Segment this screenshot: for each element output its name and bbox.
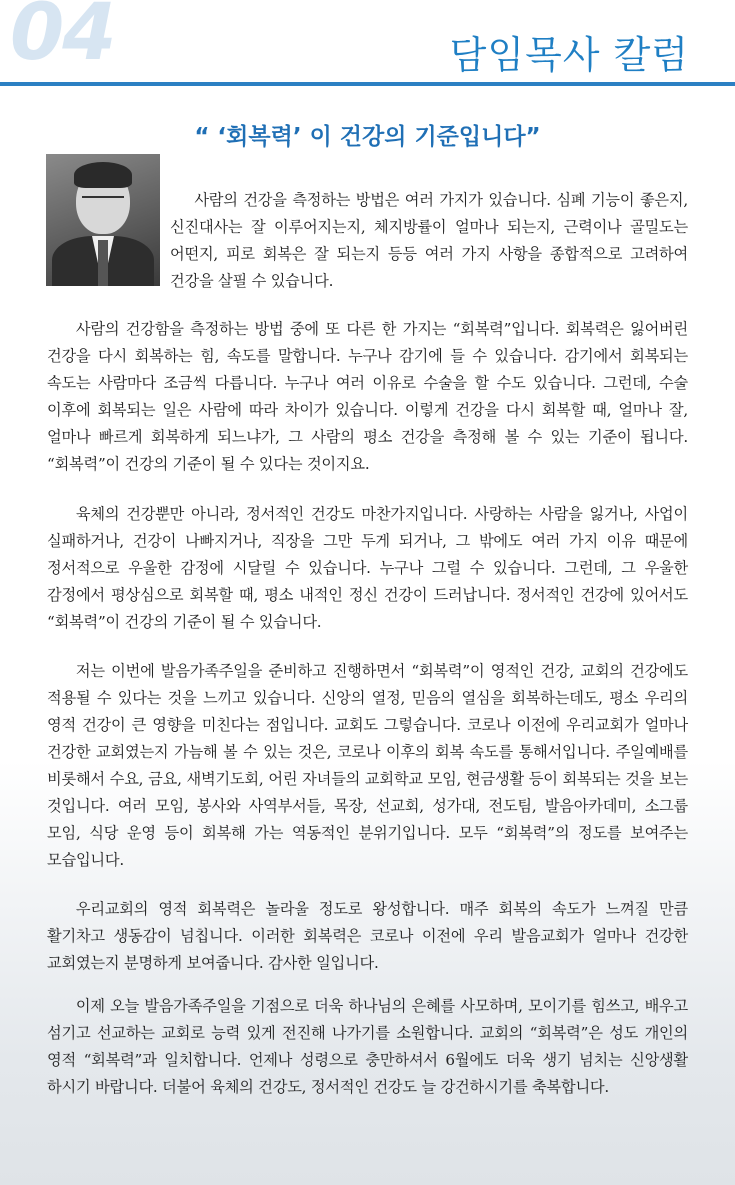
paragraph-4: 저는 이번에 발음가족주일을 준비하고 진행하면서 “회복력”이 영적인 건강, 교회의 건강에도 적용될 수 있다는 것을 느끼고 있습니다. 신앙의 열정, 믿음의 열심을 회복하는데도, 평소 우리의 영적 건강이 큰 영향을 미친다는 점입니다. 교회도 그렇습니다. 코로나 이전에 우리교회가 얼마나 건강한 교회였는지 가늠해 볼 수 있는 것은, 코로나 이후의 회복 속도를 통해서입니다. 주일예배를 비롯해서 수요, 금요, 새벽기도회, 어린 자녀들의 교회학교 모임, 현금생활 등이 회복되는 것을 보는 것입니다. 여러 모임, 봉사와 사역부서들, 목장, 선교회, 성가대, 전도팀, 발음아카데미, 소그룹 모임, 식당 운영 등이 회복해 가는 역동적인 분위기입니다. 모두 “회복력”의 정도를 보여주는 모습입니다. (47, 662, 688, 869)
paragraph-5: 우리교회의 영적 회복력은 놀라울 정도로 왕성합니다. 매주 회복의 속도가 느껴질 만큼 활기차고 생동감이 넘칩니다. 이러한 회복력은 코로나 이전에 우리 발음교회가 얼마나 건강한 교회였는지 분명하게 보여줍니다. 감사한 일입니다. (47, 900, 688, 972)
section-title: 담임목사 칼럼 (449, 33, 689, 77)
paragraph-1: 사람의 건강을 측정하는 방법은 여러 가지가 있습니다. 심폐 기능이 좋은지, 신진대사는 잘 이루어지는지, 체지방률이 얼마나 되는지, 근력이나 골밀도는 어떤지, 피로 회복은 잘 되는지 등등 여러 가지 사항을 종합적으로 고려하여 건강을 살필 수 있습니다. (170, 191, 688, 290)
column-title: “ ‘회복력’ 이 건강의 기준입니다” (194, 124, 541, 150)
page-number: 04 (10, 0, 115, 78)
header-divider (0, 82, 735, 86)
pastor-portrait-photo (46, 154, 160, 286)
portrait-glasses (82, 196, 124, 208)
paragraph-2: 사람의 건강함을 측정하는 방법 중에 또 다른 한 가지는 “회복력”입니다. 회복력은 잃어버린 건강을 다시 회복하는 힘, 속도를 말합니다. 누구나 감기에 들 수 있습니다. 감기에서 회복되는 속도는 사람마다 조금씩 다릅니다. 누구나 여러 이유로 수술을 할 수도 있습니다. 그런데, 수술 이후에 회복되는 일은 사람에 따라 차이가 있습니다. 이렇게 건강을 다시 회복할 때, 얼마나 잘, 얼마나 빠르게 회복하게 되느냐가, 그 사람의 평소 건강을 측정해 볼 수 있는 기준이 됩니다. “회복력”이 건강의 기준이 될 수 있다는 것이지요. (47, 320, 688, 473)
portrait-tie (98, 240, 108, 286)
page-header (0, 0, 735, 96)
portrait-hair (74, 162, 132, 188)
paragraph-3: 육체의 건강뿐만 아니라, 정서적인 건강도 마찬가지입니다. 사랑하는 사람을 잃거나, 사업이 실패하거나, 건강이 나빠지거나, 직장을 그만 두게 되거나, 그 밖에도 여러 가지 이유 때문에 정서적으로 우울한 감정에 시달릴 수 있습니다. 누구나 그럴 수 있습니다. 그런데, 그 우울한 감정에서 평상심으로 회복할 때, 평소 내적인 정신 건강이 드러납니다. 정서적인 건강에 있어서도 “회복력”이 건강의 기준이 될 수 있습니다. (47, 505, 688, 631)
paragraph-6: 이제 오늘 발음가족주일을 기점으로 더욱 하나님의 은혜를 사모하며, 모이기를 힘쓰고, 배우고 섬기고 선교하는 교회로 능력 있게 전진해 나가기를 소원합니다. 교회의 “회복력”은 성도 개인의 영적 “회복력”과 일치합니다. 언제나 성령으로 충만하셔서 6월에도 더욱 생기 넘치는 신앙생활 하시기 바랍니다. 더불어 육체의 건강도, 정서적인 건강도 늘 강건하시기를 축복합니다. (47, 997, 688, 1096)
